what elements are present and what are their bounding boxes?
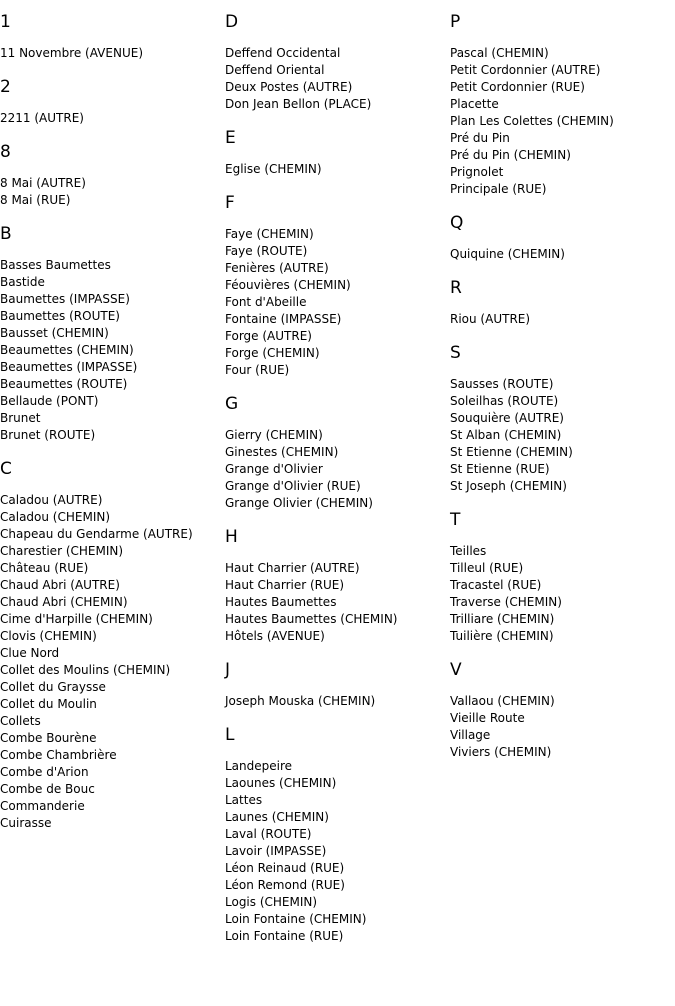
- section-letter-heading: L: [225, 725, 235, 745]
- street-link[interactable]: Deux Postes (AUTRE): [225, 80, 353, 94]
- street-link[interactable]: Deffend Occidental: [225, 46, 341, 60]
- street-link[interactable]: Brunet: [0, 411, 41, 425]
- section-letter-heading: F: [225, 193, 235, 213]
- street-link[interactable]: Combe Bourène: [0, 731, 97, 745]
- street-link[interactable]: Deffend Oriental: [225, 63, 325, 77]
- street-link[interactable]: Combe Chambrière: [0, 748, 117, 762]
- street-link[interactable]: Clue Nord: [0, 646, 60, 660]
- street-link[interactable]: Teilles: [450, 544, 487, 558]
- section-letter-heading: H: [225, 527, 238, 547]
- street-link[interactable]: Quiquine (CHEMIN): [450, 247, 565, 261]
- street-link[interactable]: Tuilière (CHEMIN): [450, 629, 554, 643]
- letter-section: [225, 10, 447, 113]
- street-link[interactable]: Baumettes (IMPASSE): [0, 292, 130, 306]
- street-link[interactable]: Trilliare (CHEMIN): [450, 612, 555, 626]
- street-link[interactable]: Bastide: [0, 275, 45, 289]
- street-link[interactable]: Principale (RUE): [450, 182, 547, 196]
- letter-section: [0, 140, 222, 209]
- street-link[interactable]: Clovis (CHEMIN): [0, 629, 97, 643]
- street-link[interactable]: Lattes: [225, 793, 263, 807]
- street-link[interactable]: Tilleul (RUE): [450, 561, 524, 575]
- section-letter-heading: G: [225, 394, 239, 414]
- section-letter-heading: T: [450, 510, 461, 530]
- street-link[interactable]: Grange Olivier (CHEMIN): [225, 496, 373, 510]
- street-index-column-2: [225, 10, 447, 958]
- street-link[interactable]: Hôtels (AVENUE): [225, 629, 325, 643]
- street-link[interactable]: 2211 (AUTRE): [0, 111, 84, 125]
- street-link[interactable]: St Etienne (RUE): [450, 462, 550, 476]
- street-link[interactable]: Cuirasse: [0, 816, 52, 830]
- street-link[interactable]: Caladou (AUTRE): [0, 493, 103, 507]
- street-link[interactable]: Féouvières (CHEMIN): [225, 278, 351, 292]
- street-link[interactable]: Chapeau du Gendarme (AUTRE): [0, 527, 193, 541]
- letter-section: [225, 525, 447, 645]
- street-link[interactable]: Pascal (CHEMIN): [450, 46, 549, 60]
- street-link[interactable]: Collets: [0, 714, 41, 728]
- street-link[interactable]: Traverse (CHEMIN): [450, 595, 562, 609]
- letter-section: [450, 508, 675, 645]
- street-link[interactable]: Soleilhas (ROUTE): [450, 394, 559, 408]
- letter-section: [225, 126, 447, 178]
- street-link[interactable]: Grange d'Olivier (RUE): [225, 479, 361, 493]
- letter-section: [450, 341, 675, 495]
- street-link[interactable]: Viviers (CHEMIN): [450, 745, 552, 759]
- street-link[interactable]: Chaud Abri (AUTRE): [0, 578, 120, 592]
- street-link[interactable]: Cime d'Harpille (CHEMIN): [0, 612, 153, 626]
- street-link[interactable]: Ginestes (CHEMIN): [225, 445, 339, 459]
- letter-section: [450, 10, 675, 198]
- street-link[interactable]: Launes (CHEMIN): [225, 810, 329, 824]
- street-link[interactable]: Forge (AUTRE): [225, 329, 312, 343]
- street-link[interactable]: Collet du Moulin: [0, 697, 97, 711]
- street-link[interactable]: Beaumettes (IMPASSE): [0, 360, 138, 374]
- street-link[interactable]: St Etienne (CHEMIN): [450, 445, 573, 459]
- street-link[interactable]: Font d'Abeille: [225, 295, 307, 309]
- street-link[interactable]: Pré du Pin (CHEMIN): [450, 148, 571, 162]
- street-link[interactable]: Village: [450, 728, 491, 742]
- street-link[interactable]: Collet des Moulins (CHEMIN): [0, 663, 171, 677]
- street-link[interactable]: Faye (CHEMIN): [225, 227, 314, 241]
- street-link[interactable]: Bausset (CHEMIN): [0, 326, 109, 340]
- street-link[interactable]: Bellaude (PONT): [0, 394, 99, 408]
- street-link[interactable]: Léon Reinaud (RUE): [225, 861, 345, 875]
- street-link[interactable]: 8 Mai (RUE): [0, 193, 71, 207]
- street-link[interactable]: Sausses (ROUTE): [450, 377, 554, 391]
- street-link[interactable]: Four (RUE): [225, 363, 290, 377]
- street-link[interactable]: Laounes (CHEMIN): [225, 776, 337, 790]
- street-link[interactable]: Tracastel (RUE): [450, 578, 542, 592]
- street-link[interactable]: Eglise (CHEMIN): [225, 162, 322, 176]
- street-link[interactable]: Joseph Mouska (CHEMIN): [225, 694, 376, 708]
- street-index-column-3: [450, 10, 675, 774]
- street-link[interactable]: Faye (ROUTE): [225, 244, 308, 258]
- letter-section: [450, 211, 675, 263]
- street-link[interactable]: Château (RUE): [0, 561, 89, 575]
- street-link[interactable]: Lavoir (IMPASSE): [225, 844, 327, 858]
- section-letter-heading: 1: [0, 12, 11, 32]
- letter-section: [225, 191, 447, 379]
- street-link[interactable]: Haut Charrier (RUE): [225, 578, 345, 592]
- letter-section: [0, 10, 222, 62]
- street-index-column-1: [0, 10, 222, 845]
- section-letter-heading: 2: [0, 77, 11, 97]
- street-link[interactable]: Prignolet: [450, 165, 504, 179]
- section-letter-heading: B: [0, 224, 12, 244]
- street-link[interactable]: Fontaine (IMPASSE): [225, 312, 342, 326]
- street-link[interactable]: Petit Cordonnier (AUTRE): [450, 63, 601, 77]
- street-link[interactable]: Landepeire: [225, 759, 293, 773]
- street-link[interactable]: Plan Les Colettes (CHEMIN): [450, 114, 614, 128]
- letter-section: [0, 222, 222, 444]
- street-link[interactable]: Loin Fontaine (CHEMIN): [225, 912, 367, 926]
- letter-section: [225, 723, 447, 945]
- street-link[interactable]: Baumettes (ROUTE): [0, 309, 120, 323]
- letter-section: [0, 75, 222, 127]
- street-link[interactable]: Basses Baumettes: [0, 258, 111, 272]
- street-link[interactable]: Hautes Baumettes: [225, 595, 337, 609]
- street-link[interactable]: Fenières (AUTRE): [225, 261, 329, 275]
- street-link[interactable]: St Alban (CHEMIN): [450, 428, 562, 442]
- street-link[interactable]: Beaumettes (ROUTE): [0, 377, 128, 391]
- section-letter-heading: V: [450, 660, 462, 680]
- section-letter-heading: E: [225, 128, 236, 148]
- street-link[interactable]: Petit Cordonnier (RUE): [450, 80, 585, 94]
- street-link[interactable]: Léon Remond (RUE): [225, 878, 345, 892]
- section-letter-heading: P: [450, 12, 461, 32]
- street-link[interactable]: Brunet (ROUTE): [0, 428, 96, 442]
- street-link[interactable]: Grange d'Olivier: [225, 462, 323, 476]
- street-link[interactable]: Combe de Bouc: [0, 782, 95, 796]
- letter-section: [450, 276, 675, 328]
- street-link[interactable]: Loin Fontaine (RUE): [225, 929, 344, 943]
- street-link[interactable]: Souquière (AUTRE): [450, 411, 564, 425]
- street-link[interactable]: Collet du Graysse: [0, 680, 106, 694]
- street-link[interactable]: Laval (ROUTE): [225, 827, 312, 841]
- street-link[interactable]: Riou (AUTRE): [450, 312, 531, 326]
- letter-section: [0, 457, 222, 832]
- section-letter-heading: Q: [450, 213, 464, 233]
- street-link[interactable]: Logis (CHEMIN): [225, 895, 318, 909]
- street-link[interactable]: Gierry (CHEMIN): [225, 428, 323, 442]
- street-link[interactable]: Hautes Baumettes (CHEMIN): [225, 612, 398, 626]
- street-link[interactable]: Forge (CHEMIN): [225, 346, 320, 360]
- street-link[interactable]: Vallaou (CHEMIN): [450, 694, 555, 708]
- street-link[interactable]: 8 Mai (AUTRE): [0, 176, 86, 190]
- section-letter-heading: S: [450, 343, 461, 363]
- street-link[interactable]: Placette: [450, 97, 499, 111]
- section-letter-heading: 8: [0, 142, 11, 162]
- street-link[interactable]: Commanderie: [0, 799, 85, 813]
- letter-section: [450, 658, 675, 761]
- section-letter-heading: R: [450, 278, 462, 298]
- street-link[interactable]: St Joseph (CHEMIN): [450, 479, 567, 493]
- letter-section: [225, 392, 447, 512]
- street-link[interactable]: Don Jean Bellon (PLACE): [225, 97, 372, 111]
- street-link[interactable]: Chaud Abri (CHEMIN): [0, 595, 128, 609]
- street-link[interactable]: Haut Charrier (AUTRE): [225, 561, 360, 575]
- street-link[interactable]: Vieille Route: [450, 711, 525, 725]
- letter-section: [225, 658, 447, 710]
- street-link[interactable]: Charestier (CHEMIN): [0, 544, 124, 558]
- street-link[interactable]: 11 Novembre (AVENUE): [0, 46, 143, 60]
- street-link[interactable]: Pré du Pin: [450, 131, 510, 145]
- street-link[interactable]: Combe d'Arion: [0, 765, 89, 779]
- street-link[interactable]: Caladou (CHEMIN): [0, 510, 111, 524]
- section-letter-heading: J: [225, 660, 231, 680]
- section-letter-heading: C: [0, 459, 12, 479]
- section-letter-heading: D: [225, 12, 239, 32]
- street-link[interactable]: Beaumettes (CHEMIN): [0, 343, 134, 357]
